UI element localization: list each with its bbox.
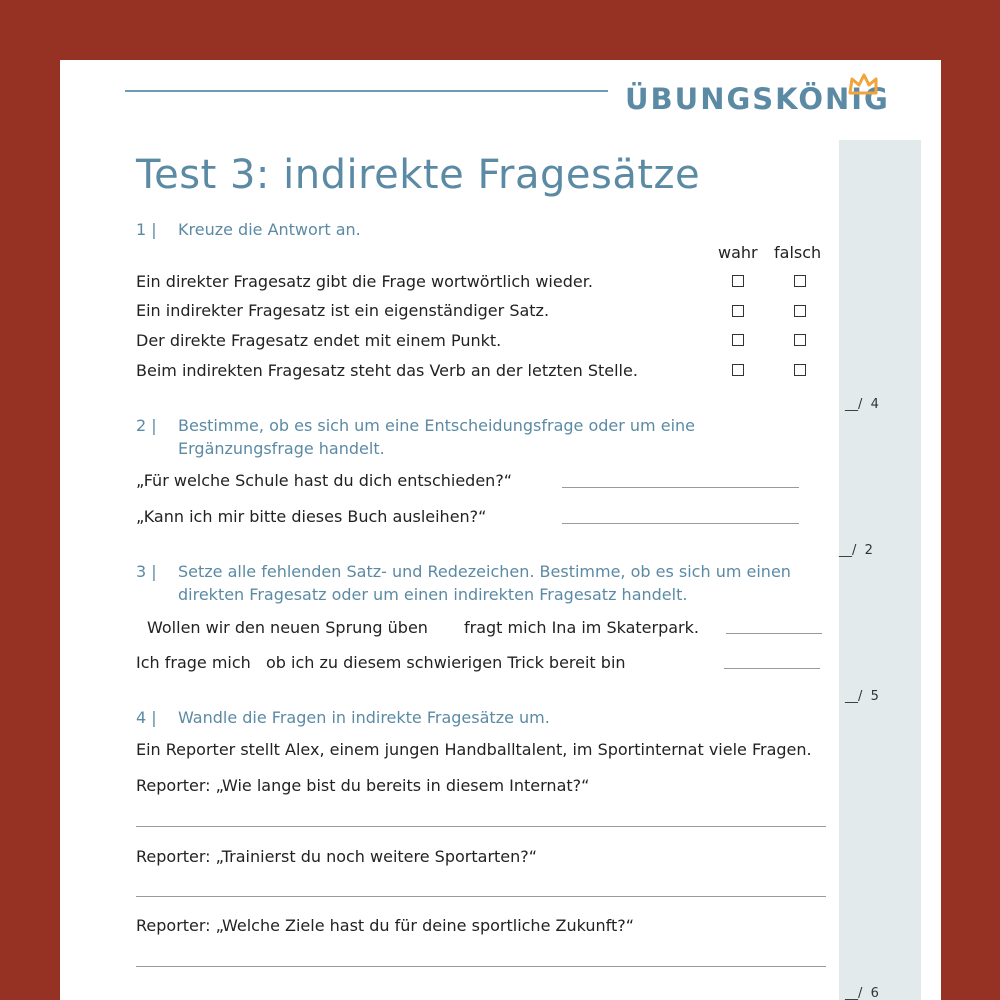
- task-4-number: 4 |: [136, 708, 157, 727]
- score-column: [839, 140, 921, 1000]
- task-4-intro: Ein Reporter stellt Alex, einem jungen Handballtalent, im Sportinternat viele Fragen.: [136, 740, 812, 759]
- task-2-score: __/ 2: [839, 543, 873, 558]
- task-1-number: 1 |: [136, 220, 157, 239]
- header-rule: [125, 90, 608, 92]
- task-4-instruction: Wandle die Fragen in indirekte Fragesätze um.: [178, 708, 550, 727]
- checkbox-false-2[interactable]: [794, 305, 806, 317]
- checkbox-false-3[interactable]: [794, 334, 806, 346]
- statement-3: Der direkte Fragesatz endet mit einem Punkt.: [136, 331, 502, 350]
- checkbox-false-4[interactable]: [794, 364, 806, 376]
- worksheet: [60, 60, 941, 1000]
- statement-4: Beim indirekten Fragesatz steht das Verb an der letzten Stelle.: [136, 361, 638, 380]
- checkbox-true-3[interactable]: [732, 334, 744, 346]
- task-3-score: __/ 5: [845, 689, 879, 704]
- task-3-item-2-part-2: ob ich zu diesem schwierigen Trick bereit bin: [266, 653, 626, 672]
- checkbox-true-1[interactable]: [732, 275, 744, 287]
- task-3-item-2-part-1: Ich frage mich: [136, 653, 251, 672]
- page-title: Test 3: indirekte Fragesätze: [136, 152, 701, 198]
- task-4-question-2: Reporter: „Trainierst du noch weitere Sportarten?“: [136, 847, 538, 866]
- task-2-item-2: „Kann ich mir bitte dieses Buch ausleihen?“: [136, 507, 487, 526]
- task-4-answer-3[interactable]: [136, 966, 826, 967]
- task-4-score: __/ 6: [845, 986, 879, 1000]
- task-3-instruction: Setze alle fehlenden Satz- und Redezeichen. Bestimme, ob es sich um einen direkten Fragesatz oder um einen indirekten Fragesatz handelt.: [178, 562, 791, 604]
- checkbox-false-1[interactable]: [794, 275, 806, 287]
- statement-2: Ein indirekter Fragesatz ist ein eigenständiger Satz.: [136, 301, 550, 320]
- task-3-answer-1[interactable]: [726, 633, 822, 634]
- checkbox-true-2[interactable]: [732, 305, 744, 317]
- task-4-question-1: Reporter: „Wie lange bist du bereits in diesem Internat?“: [136, 776, 590, 795]
- task-3-item-1-part-2: fragt mich Ina im Skaterpark.: [464, 618, 699, 637]
- task-4-question-3: Reporter: „Welche Ziele hast du für deine sportliche Zukunft?“: [136, 916, 635, 935]
- task-2-number: 2 |: [136, 416, 157, 435]
- statement-1: Ein direkter Fragesatz gibt die Frage wortwörtlich wieder.: [136, 272, 593, 291]
- task-3-number: 3 |: [136, 562, 157, 581]
- task-2-instruction: Bestimme, ob es sich um eine Entscheidungsfrage oder um eine Ergänzungsfrage handelt.: [178, 416, 695, 458]
- task-3-answer-2[interactable]: [724, 668, 820, 669]
- brand-logo: ÜBUNGSKÖNIG: [625, 82, 890, 116]
- task-2-answer-1[interactable]: [562, 487, 799, 488]
- task-4-answer-2[interactable]: [136, 896, 826, 897]
- column-true-label: wahr: [718, 243, 758, 262]
- task-4-answer-1[interactable]: [136, 826, 826, 827]
- task-3-item-1-part-1: Wollen wir den neuen Sprung üben: [147, 618, 428, 637]
- task-2-answer-2[interactable]: [562, 523, 799, 524]
- checkbox-true-4[interactable]: [732, 364, 744, 376]
- task-1-instruction: Kreuze die Antwort an.: [178, 220, 361, 239]
- column-false-label: falsch: [774, 243, 822, 262]
- task-2-item-1: „Für welche Schule hast du dich entschieden?“: [136, 471, 513, 490]
- crown-icon: [848, 73, 878, 95]
- task-1-score: __/ 4: [845, 397, 879, 412]
